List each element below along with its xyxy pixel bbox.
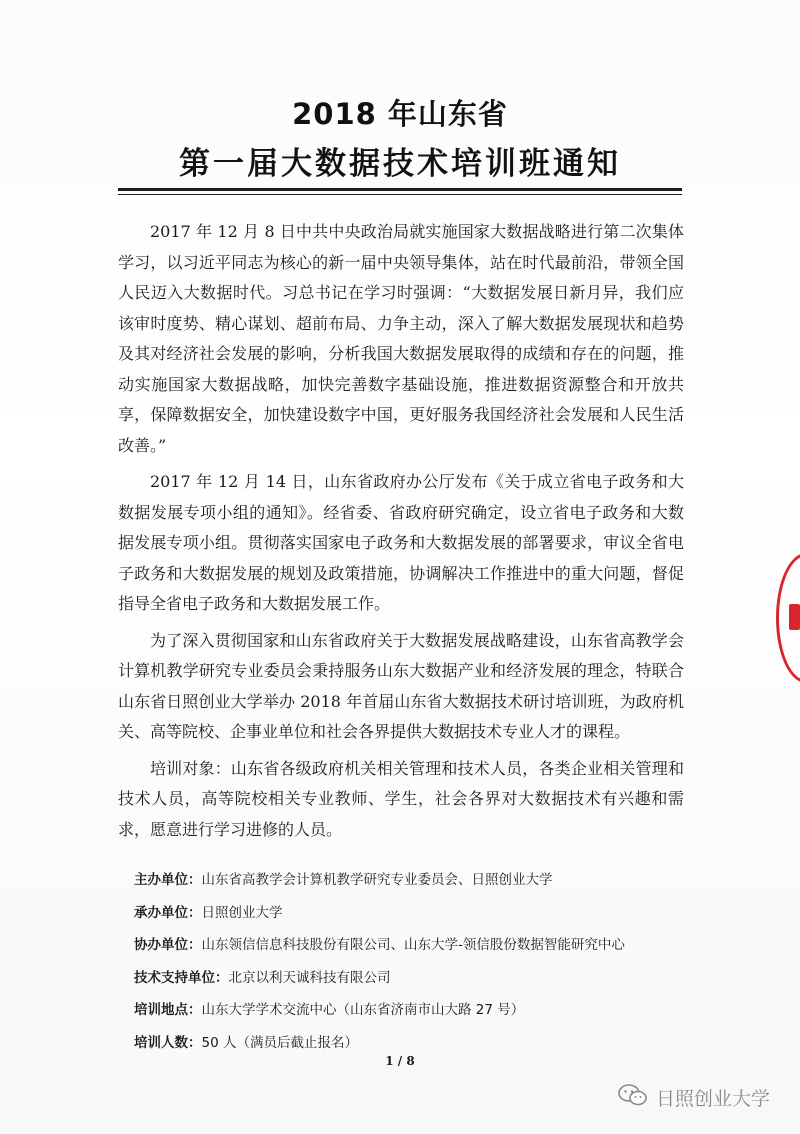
info-label: 协办单位： — [134, 937, 202, 953]
wechat-icon — [618, 1083, 656, 1112]
info-label: 主办单位： — [134, 872, 202, 888]
info-value: 北京以利天诚科技有限公司 — [228, 969, 391, 986]
paragraph-4: 培训对象：山东省各级政府机关相关管理和技术人员，各类企业相关管理和技术人员，高等院校相关专业教师、学生，社会各界对大数据技术有兴趣和需求，愿意进行学习进修的人员。 — [118, 758, 684, 839]
info-value: 山东领信信息科技股份有限公司、山东大学-领信股份数据智能研究中心 — [201, 937, 625, 953]
info-row-tech-support — [134, 968, 694, 1001]
wechat-watermark — [618, 1082, 770, 1112]
info-row-co-organizer — [134, 935, 694, 968]
info-row-host — [134, 903, 694, 936]
watermark-text: 日照创业大学 — [656, 1087, 771, 1110]
info-value: 山东大学学术交流中心（山东省济南市山大路 27 号） — [201, 1002, 525, 1018]
page-number: 1 / 8 — [385, 1054, 415, 1068]
info-row-venue — [134, 1000, 694, 1033]
info-label: 承办单位： — [134, 904, 202, 921]
document-body — [118, 217, 684, 851]
paragraph-1: 2017 年 12 月 8 日中共中央政治局就实施国家大数据战略进行第二次集体学习，以习近平同志为核心的新一届中央领导集体，站在时代最前沿，带领全国人民迈入大数据时代。习总书记在学习时强调：“大数据发展日新月异，我们应该审时度势、精心谋划、超前布局、力争主动，深入了解大数据发展现状和趋势及其对经济社会发展的影响，分析我国大数据发展取得的成绩和存在的问题，推动实施国家大数据战略，加快完善数字基础设施，推进数据资源整合和开放共享，保障数据安全，加快建设数字中国，更好服务我国经济社会发展和人民生活改善。” — [118, 222, 684, 455]
info-label: 培训人数： — [134, 1034, 202, 1051]
event-info-list — [134, 870, 694, 1065]
info-value: 山东省高教学会计算机教学研究专业委员会、日照创业大学 — [201, 872, 553, 888]
paragraph-2: 2017 年 12 月 14 日，山东省政府办公厅发布《关于成立省电子政务和大数据发展专项小组的通知》。经省委、省政府研究确定，设立省电子政务和大数据发展专项小组。贯彻落实国家电子政务和大数据发展的部署要求，审议全省电子政务和大数据发展的规划及政策措施，协调解决工作推进中的重大问题，督促指导全省电子政务和大数据发展工作。 — [118, 472, 684, 613]
seal-mark — [789, 604, 800, 630]
info-row-organizer — [134, 870, 694, 903]
info-label: 技术支持单位： — [134, 969, 229, 986]
document-title-line2: 第一届大数据技术培训班通知 — [179, 146, 621, 182]
header-divider-thick — [118, 188, 682, 191]
paragraph-3: 为了深入贯彻国家和山东省政府关于大数据发展战略建设，山东省高教学会计算机教学研究专业委员会秉持服务山东大数据产业和经济发展的理念，特联合山东省日照创业大学举办 2018 年首届山东省大数据技术研讨培训班，为政府机关、高等院校、企事业单位和社会各界提供大数据技术专业人才的课程。 — [118, 630, 684, 741]
document-title-line1: 2018 年山东省 — [292, 97, 508, 131]
header-divider-thin — [118, 194, 682, 195]
info-value: 日照创业大学 — [201, 904, 283, 921]
info-value: 50 人（满员后截止报名） — [201, 1034, 358, 1051]
info-label: 培训地点： — [134, 1002, 202, 1018]
